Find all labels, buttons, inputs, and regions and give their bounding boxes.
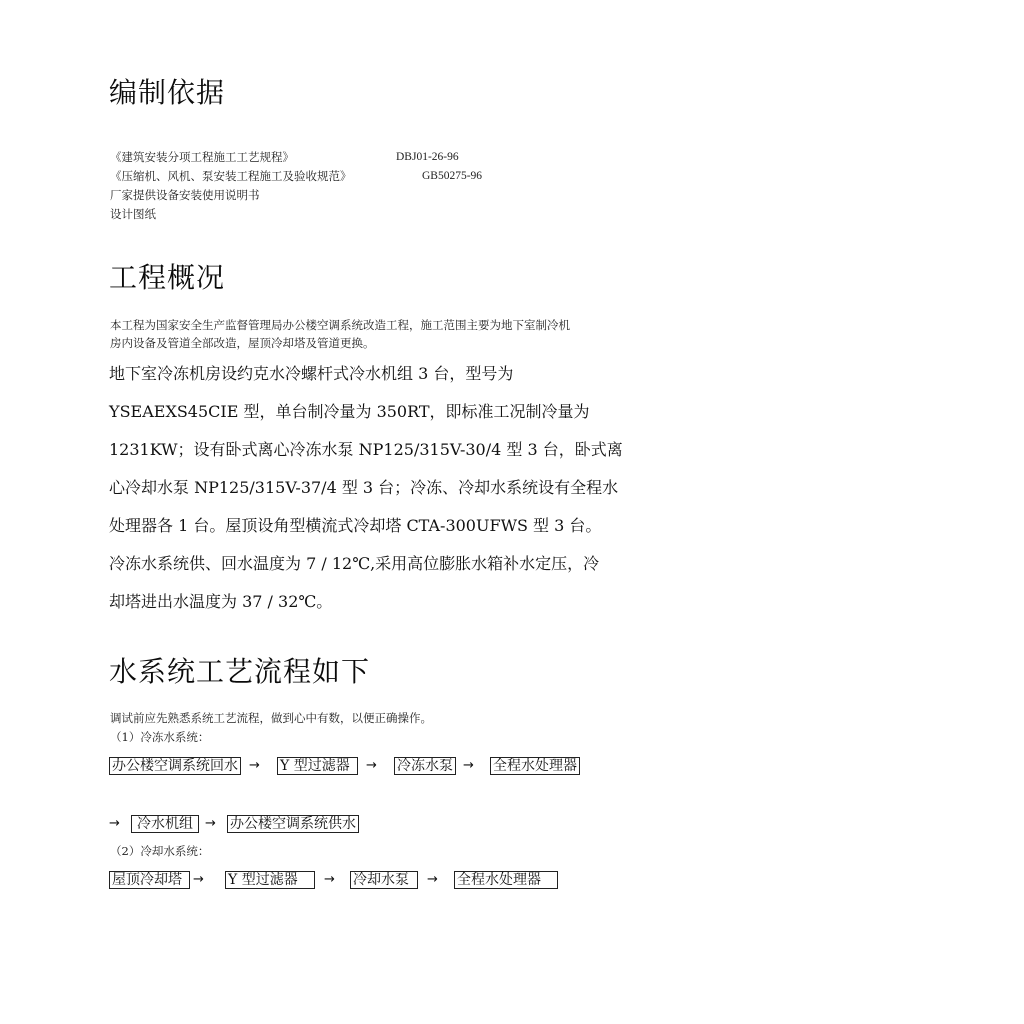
flow-box-office-supply: 办公楼空调系统供水 [227, 815, 359, 833]
overview-line-2: YSEAEXS45CIE 型，单台制冷量为 350RT，即标准工况制冷量为 [109, 401, 590, 421]
basis-item-2-code: GB50275-96 [422, 170, 483, 182]
flow-arrow: → [463, 758, 474, 773]
overview-line-1: 地下室冷冻机房设约克水冷螺杆式冷水机组 3 台，型号为 [109, 363, 514, 383]
flow-box-y-filter-cooling: Y 型过滤器 [225, 871, 315, 889]
flow-arrow: → [366, 758, 377, 773]
basis-item-3: 厂家提供设备安装使用说明书 [110, 188, 260, 202]
flow-box-water-treatment-cooling: 全程水处理器 [454, 871, 558, 889]
flow-arrow: → [324, 872, 335, 887]
flow-arrow: → [205, 816, 216, 831]
flow-box-water-treatment: 全程水处理器 [490, 757, 580, 775]
overview-intro-line-2: 房内设备及管道全部改造，屋顶冷却塔及管道更换。 [110, 336, 375, 350]
flow-arrow: → [427, 872, 438, 887]
overview-line-4: 心冷却水泵 NP125/315V-37/4 型 3 台；冷冻、冷却水系统设有全程水 [109, 477, 619, 497]
cooling-water-label: （2）冷却水系统： [110, 844, 210, 858]
flow-intro: 调试前应先熟悉系统工艺流程，做到心中有数，以便正确操作。 [110, 711, 432, 725]
basis-item-1-code: DBJ01-26-96 [396, 151, 459, 163]
chilled-water-label: （1）冷冻水系统： [110, 730, 210, 744]
overview-line-3: 1231KW；设有卧式离心冷冻水泵 NP125/315V-30/4 型 3 台，卧式离 [109, 439, 623, 459]
flow-box-office-return: 办公楼空调系统回水 [109, 757, 241, 775]
overview-line-6: 冷冻水系统供、回水温度为 7 / 12℃,采用高位膨胀水箱补水定压，冷 [109, 553, 600, 573]
flow-box-chiller: 冷水机组 [131, 815, 199, 833]
flow-arrow: → [249, 758, 260, 773]
flow-box-cooling-tower: 屋顶冷却塔 [109, 871, 190, 889]
flow-box-chilled-pump: 冷冻水泵 [394, 757, 456, 775]
heading-basis: 编制依据 [109, 76, 226, 109]
heading-flow: 水系统工艺流程如下 [109, 655, 371, 688]
flow-box-y-filter: Y 型过滤器 [277, 757, 358, 775]
flow-arrow: → [109, 816, 120, 831]
flow-box-cooling-pump: 冷却水泵 [350, 871, 418, 889]
basis-item-1: 《建筑安装分项工程施工工艺规程》 [110, 150, 294, 164]
basis-item-4: 设计图纸 [110, 207, 156, 221]
heading-overview: 工程概况 [109, 261, 226, 294]
basis-item-2: 《压缩机、风机、泵安装工程施工及验收规范》 [110, 169, 352, 183]
overview-line-5: 处理器各 1 台。屋顶设角型横流式冷却塔 CTA-300UFWS 型 3 台。 [109, 515, 602, 535]
overview-line-7: 却塔进出水温度为 37 / 32℃。 [109, 591, 333, 611]
flow-arrow: → [193, 872, 204, 887]
overview-intro-line-1: 本工程为国家安全生产监督管理局办公楼空调系统改造工程，施工范围主要为地下室制冷机 [110, 318, 570, 332]
